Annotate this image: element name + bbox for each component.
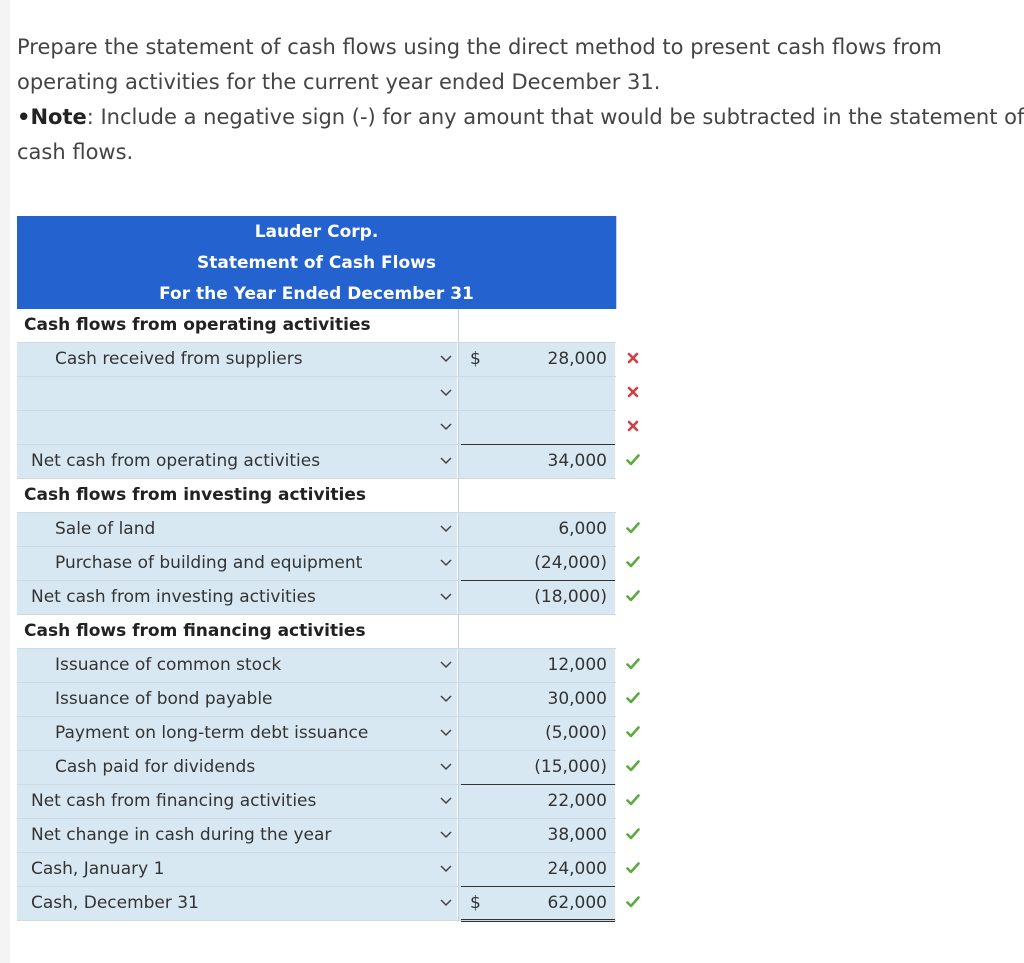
amount-value: 12,000	[547, 655, 607, 675]
x-icon	[623, 411, 643, 444]
check-icon	[623, 649, 643, 682]
x-icon	[623, 377, 643, 410]
amount-value: 62,000	[547, 893, 607, 913]
company-name: Lauder Corp.	[254, 222, 379, 242]
check-icon	[623, 547, 643, 580]
amount-input[interactable]	[458, 751, 615, 784]
line-item-dropdown[interactable]: Net cash from investing activities	[17, 581, 457, 614]
chevron-down-icon[interactable]	[435, 853, 457, 886]
statement-row	[17, 649, 616, 683]
instruction-line-1: Prepare the statement of cash flows using the direct method to present cash flows from	[17, 35, 942, 59]
line-item-dropdown[interactable]: Net cash from operating activities	[17, 445, 457, 478]
statement-row	[17, 785, 616, 819]
amount-input[interactable]	[458, 513, 615, 546]
statement-row	[17, 377, 616, 411]
line-item-dropdown[interactable]: Cash received from suppliers	[17, 343, 457, 376]
line-item-dropdown[interactable]: Payment on long-term debt issuance	[17, 717, 457, 750]
amount-input[interactable]	[458, 683, 615, 716]
amount-input[interactable]	[458, 785, 615, 818]
instructions	[17, 30, 1024, 170]
line-item-dropdown[interactable]: Cash, January 1	[17, 853, 457, 886]
line-item-dropdown[interactable]: Cash, December 31	[17, 887, 457, 920]
statement-row	[17, 343, 616, 377]
line-item-dropdown[interactable]: Cash paid for dividends	[17, 751, 457, 784]
amount-value: 28,000	[547, 349, 607, 369]
note-label: Note	[30, 105, 87, 129]
amount-input[interactable]	[458, 581, 615, 614]
amount-input[interactable]	[458, 649, 615, 682]
check-icon	[623, 445, 643, 478]
amount-input[interactable]	[458, 377, 615, 410]
line-item-dropdown[interactable]: Issuance of bond payable	[17, 683, 457, 716]
section-label: Cash flows from investing activities	[17, 479, 457, 512]
statement-row	[17, 581, 616, 615]
x-icon	[623, 343, 643, 376]
check-icon	[623, 853, 643, 886]
amount-input	[458, 479, 615, 512]
statement-period: For the Year Ended December 31	[159, 284, 474, 304]
line-item-dropdown[interactable]: Issuance of common stock	[17, 649, 457, 682]
amount-input[interactable]	[458, 853, 615, 886]
chevron-down-icon[interactable]	[435, 819, 457, 852]
amount-value: (15,000)	[534, 757, 607, 777]
amount-value: (5,000)	[545, 723, 607, 743]
check-icon	[623, 581, 643, 614]
chevron-down-icon[interactable]	[435, 581, 457, 614]
section-header-row	[17, 479, 616, 513]
line-item-dropdown[interactable]: Purchase of building and equipment	[17, 547, 457, 580]
amount-value: 6,000	[558, 519, 607, 539]
check-icon	[623, 717, 643, 750]
chevron-down-icon[interactable]	[435, 751, 457, 784]
chevron-down-icon[interactable]	[435, 887, 457, 920]
statement-row	[17, 717, 616, 751]
line-item-dropdown[interactable]: Net change in cash during the year	[17, 819, 457, 852]
amount-value: 24,000	[547, 859, 607, 879]
line-item-dropdown[interactable]	[17, 377, 457, 410]
chevron-down-icon[interactable]	[435, 411, 457, 444]
chevron-down-icon[interactable]	[435, 513, 457, 546]
statement-rows	[17, 309, 616, 921]
amount-input[interactable]	[458, 819, 615, 852]
line-item-dropdown[interactable]	[17, 411, 457, 444]
check-icon	[623, 785, 643, 818]
amount-value: 34,000	[547, 451, 607, 471]
section-header-row	[17, 309, 616, 343]
amount-input	[458, 309, 615, 342]
chevron-down-icon[interactable]	[435, 547, 457, 580]
section-label: Cash flows from operating activities	[17, 309, 457, 342]
chevron-down-icon[interactable]	[435, 717, 457, 750]
statement-row	[17, 547, 616, 581]
note-bullet: •	[17, 105, 31, 129]
chevron-down-icon[interactable]	[435, 343, 457, 376]
section-header-row	[17, 615, 616, 649]
amount-value: 30,000	[547, 689, 607, 709]
instruction-line-2: operating activities for the current year ended December 31.	[17, 70, 661, 94]
amount-value: (18,000)	[534, 587, 607, 607]
note-text: : Include a negative sign (-) for any amount that would be subtracted in the statement of	[86, 105, 1024, 129]
line-item-dropdown[interactable]: Net cash from financing activities	[17, 785, 457, 818]
statement-row	[17, 411, 616, 445]
left-gutter	[0, 0, 10, 963]
check-icon	[623, 751, 643, 784]
amount-input[interactable]	[458, 717, 615, 750]
amount-input[interactable]	[458, 887, 615, 920]
dollar-sign: $	[470, 349, 481, 369]
section-label: Cash flows from financing activities	[17, 615, 457, 648]
instruction-line-4: cash flows.	[17, 140, 134, 164]
chevron-down-icon[interactable]	[435, 377, 457, 410]
statement-row	[17, 445, 616, 479]
line-item-dropdown[interactable]: Sale of land	[17, 513, 457, 546]
check-icon	[623, 513, 643, 546]
amount-input[interactable]	[458, 445, 615, 478]
amount-input	[458, 615, 615, 648]
cash-flow-statement	[17, 216, 616, 921]
check-icon	[623, 819, 643, 852]
check-icon	[623, 887, 643, 920]
chevron-down-icon[interactable]	[435, 683, 457, 716]
statement-row	[17, 513, 616, 547]
dollar-sign: $	[470, 893, 481, 913]
amount-input[interactable]	[458, 343, 615, 376]
check-icon	[623, 683, 643, 716]
chevron-down-icon[interactable]	[435, 445, 457, 478]
statement-row	[17, 853, 616, 887]
statement-row	[17, 819, 616, 853]
instruction-note	[17, 100, 1024, 135]
statement-row	[17, 887, 616, 921]
amount-input[interactable]	[458, 411, 615, 444]
amount-value: 38,000	[547, 825, 607, 845]
chevron-down-icon[interactable]	[435, 649, 457, 682]
amount-input[interactable]	[458, 547, 615, 580]
statement-title: Statement of Cash Flows	[197, 253, 436, 273]
statement-row	[17, 751, 616, 785]
statement-row	[17, 683, 616, 717]
statement-header	[17, 216, 617, 309]
chevron-down-icon[interactable]	[435, 785, 457, 818]
amount-value: (24,000)	[534, 553, 607, 573]
amount-value: 22,000	[547, 791, 607, 811]
